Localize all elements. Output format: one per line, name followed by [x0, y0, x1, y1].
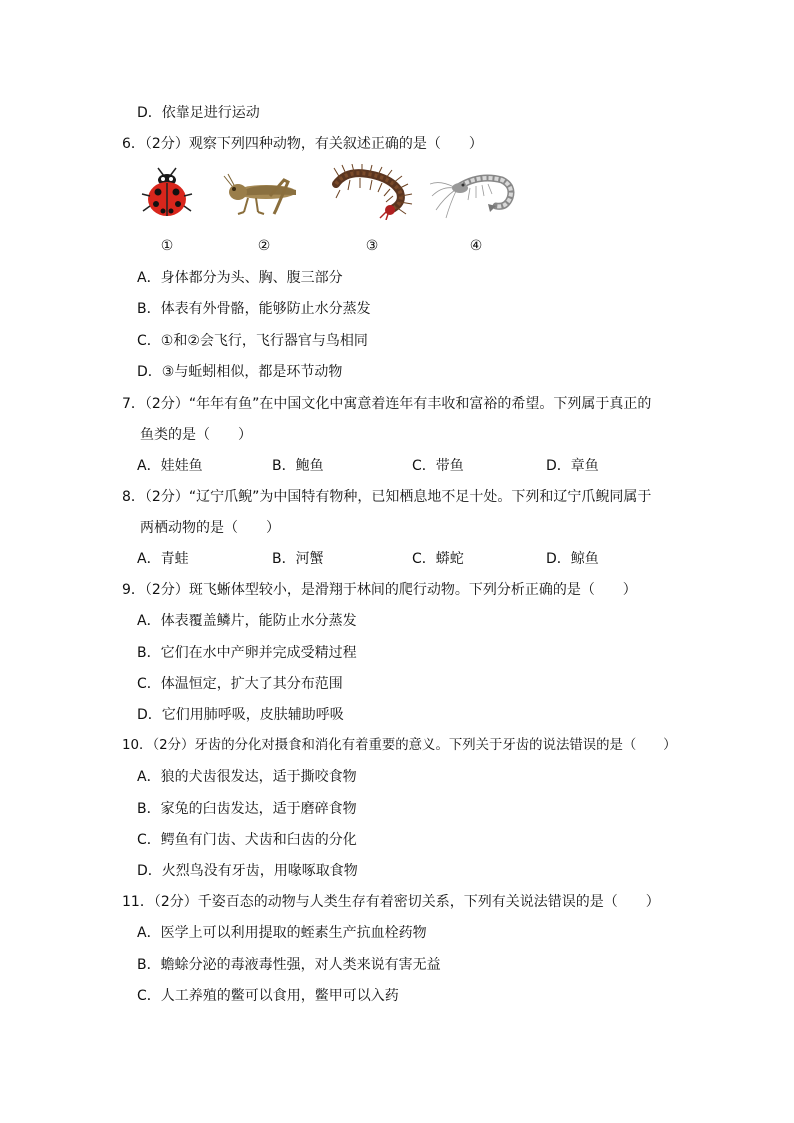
q10-option-a: A．狼的犬齿很发达，适于撕咬食物	[137, 769, 357, 785]
q8-stem: 8．（2分）“辽宁爪鲵”为中国特有物种，已知栖息地不足十处。下列和辽宁爪鲵同属于	[122, 489, 652, 505]
q9-option-a: A．体表覆盖鳞片，能防止水分蒸发	[137, 613, 357, 629]
q5-option-d: D．依靠足进行运动	[137, 105, 260, 121]
q10-option-d: D．火烈鸟没有牙齿，用喙啄取食物	[137, 863, 358, 879]
q9-stem: 9．（2分）斑飞蜥体型较小，是滑翔于林间的爬行动物。下列分析正确的是（ ）	[122, 582, 637, 598]
q7-stem-cont: 鱼类的是（ ）	[140, 427, 252, 443]
figure-label-4: ④	[469, 238, 483, 254]
q11-option-b: B．蟾蜍分泌的毒液毒性强，对人类来说有害无益	[137, 957, 441, 973]
q9-option-b: B．它们在水中产卵并完成受精过程	[137, 645, 357, 661]
q6-stem: 6．（2分）观察下列四种动物，有关叙述正确的是（ ）	[122, 136, 483, 152]
grasshopper-icon	[222, 170, 304, 218]
q11-option-c: C．人工养殖的鳖可以食用，鳖甲可以入药	[137, 988, 399, 1004]
q6-figure-row	[130, 160, 530, 255]
q8-stem-cont: 两栖动物的是（ ）	[140, 520, 280, 536]
q8-option-c: C．蟒蛇	[412, 551, 464, 567]
q7-stem: 7．（2分）“年年有鱼”在中国文化中寓意着连年有丰收和富裕的希望。下列属于真正的	[122, 396, 652, 412]
q11-option-a: A．医学上可以利用提取的蛭素生产抗血栓药物	[137, 925, 427, 941]
q10-option-b: B．家兔的臼齿发达，适于磨碎食物	[137, 801, 357, 817]
figure-label-3: ③	[365, 238, 379, 254]
figure-label-2: ②	[257, 238, 271, 254]
q7-option-a: A．娃娃鱼	[137, 458, 203, 474]
q9-option-c: C．体温恒定，扩大了其分布范围	[137, 676, 343, 692]
q6-option-b: B．体表有外骨骼，能够防止水分蒸发	[137, 301, 371, 317]
shrimp-icon	[430, 166, 520, 220]
q8-option-d: D．鲸鱼	[546, 551, 599, 567]
q6-option-d: D．③与蚯蚓相似，都是环节动物	[137, 364, 343, 380]
centipede-icon	[326, 164, 418, 220]
q9-option-d: D．它们用肺呼吸，皮肤辅助呼吸	[137, 707, 344, 723]
q8-option-b: B．河蟹	[272, 551, 324, 567]
q8-option-a: A．青蛙	[137, 551, 189, 567]
q7-option-d: D．章鱼	[546, 458, 599, 474]
q10-option-c: C．鳄鱼有门齿、犬齿和臼齿的分化	[137, 832, 357, 848]
q7-option-c: C．带鱼	[412, 458, 464, 474]
figure-label-1: ①	[160, 238, 174, 254]
q11-stem: 11．（2分）千姿百态的动物与人类生存有着密切关系，下列有关说法错误的是（ ）	[122, 894, 660, 910]
ladybug-icon	[138, 166, 194, 222]
q6-option-a: A．身体都分为头、胸、腹三部分	[137, 270, 343, 286]
q7-option-b: B．鲍鱼	[272, 458, 324, 474]
q10-stem: 10．（2分）牙齿的分化对摄食和消化有着重要的意义。下列关于牙齿的说法错误的是（ ）	[122, 738, 677, 753]
q6-option-c: C．①和②会飞行，飞行器官与鸟相同	[137, 333, 368, 349]
